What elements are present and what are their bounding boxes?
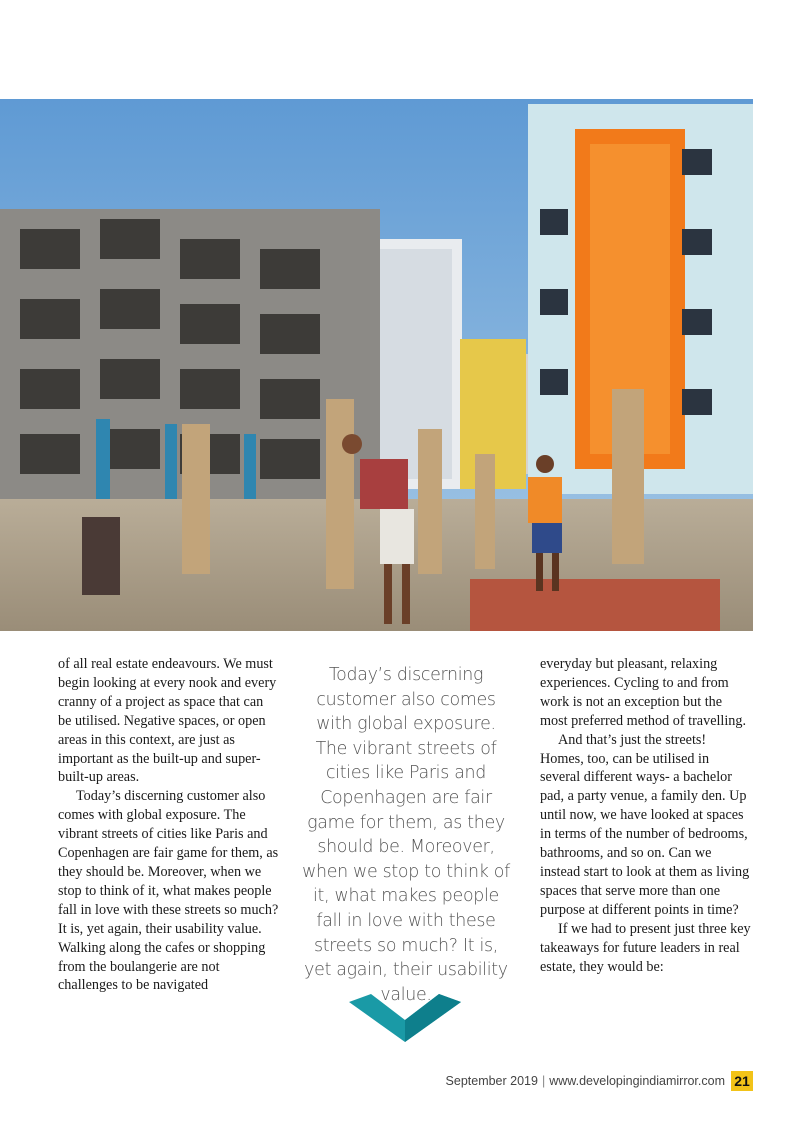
chevron-down-icon — [349, 994, 461, 1042]
construction-site-photo — [0, 99, 753, 631]
photo-illustration — [0, 99, 753, 631]
pull-quote: Today’s discerning customer also comes with global exposure. The vibrant streets of cities like Paris and Copenhagen are fair game for them, as they should be. Moreover, when we stop to think of it, what makes people fall in love with these streets so much? It is, yet again, their usability value. — [302, 665, 510, 1005]
paragraph: And that’s just the streets! Homes, too, can be utilised in several different ways- a bachelor pad, a party venue, a family den. Up until now, we have looked at spaces in terms of the number of bedrooms, bathrooms, and so on. Can we instead start to look at them as living spaces that serve more than one purpose at different points in time? — [540, 731, 750, 918]
left-column — [58, 655, 280, 995]
page-number: 21 — [731, 1071, 753, 1091]
paragraph: If we had to present just three key takeaways for future leaders in real estate, they would be: — [540, 920, 751, 975]
website-link[interactable]: www.developingindiamirror.com — [549, 1074, 725, 1088]
right-column — [540, 655, 752, 976]
issue-date: September 2019 — [445, 1074, 538, 1088]
page-footer — [446, 1072, 725, 1090]
paragraph: Today’s discerning customer also comes with global exposure. The vibrant streets of cities like Paris and Copenhagen are fair game for them, as they should be. Moreover, when we stop to think of it, what makes people fall in love with these streets so much? It is, yet again, their usability value. Walking along the cafes or shopping from the boulangerie are not challenges to be navigated — [58, 788, 279, 994]
footer-separator: | — [541, 1074, 546, 1088]
paragraph: of all real estate endeavours. We must begin looking at every nook and every cranny of a project as space that can be utilised. Negative spaces, or open areas in this context, are just as important as the built-up and super-built-up areas. — [58, 656, 277, 786]
paragraph: everyday but pleasant, relaxing experiences. Cycling to and from work is not an exception but the most preferred method of travelling. — [540, 656, 747, 729]
